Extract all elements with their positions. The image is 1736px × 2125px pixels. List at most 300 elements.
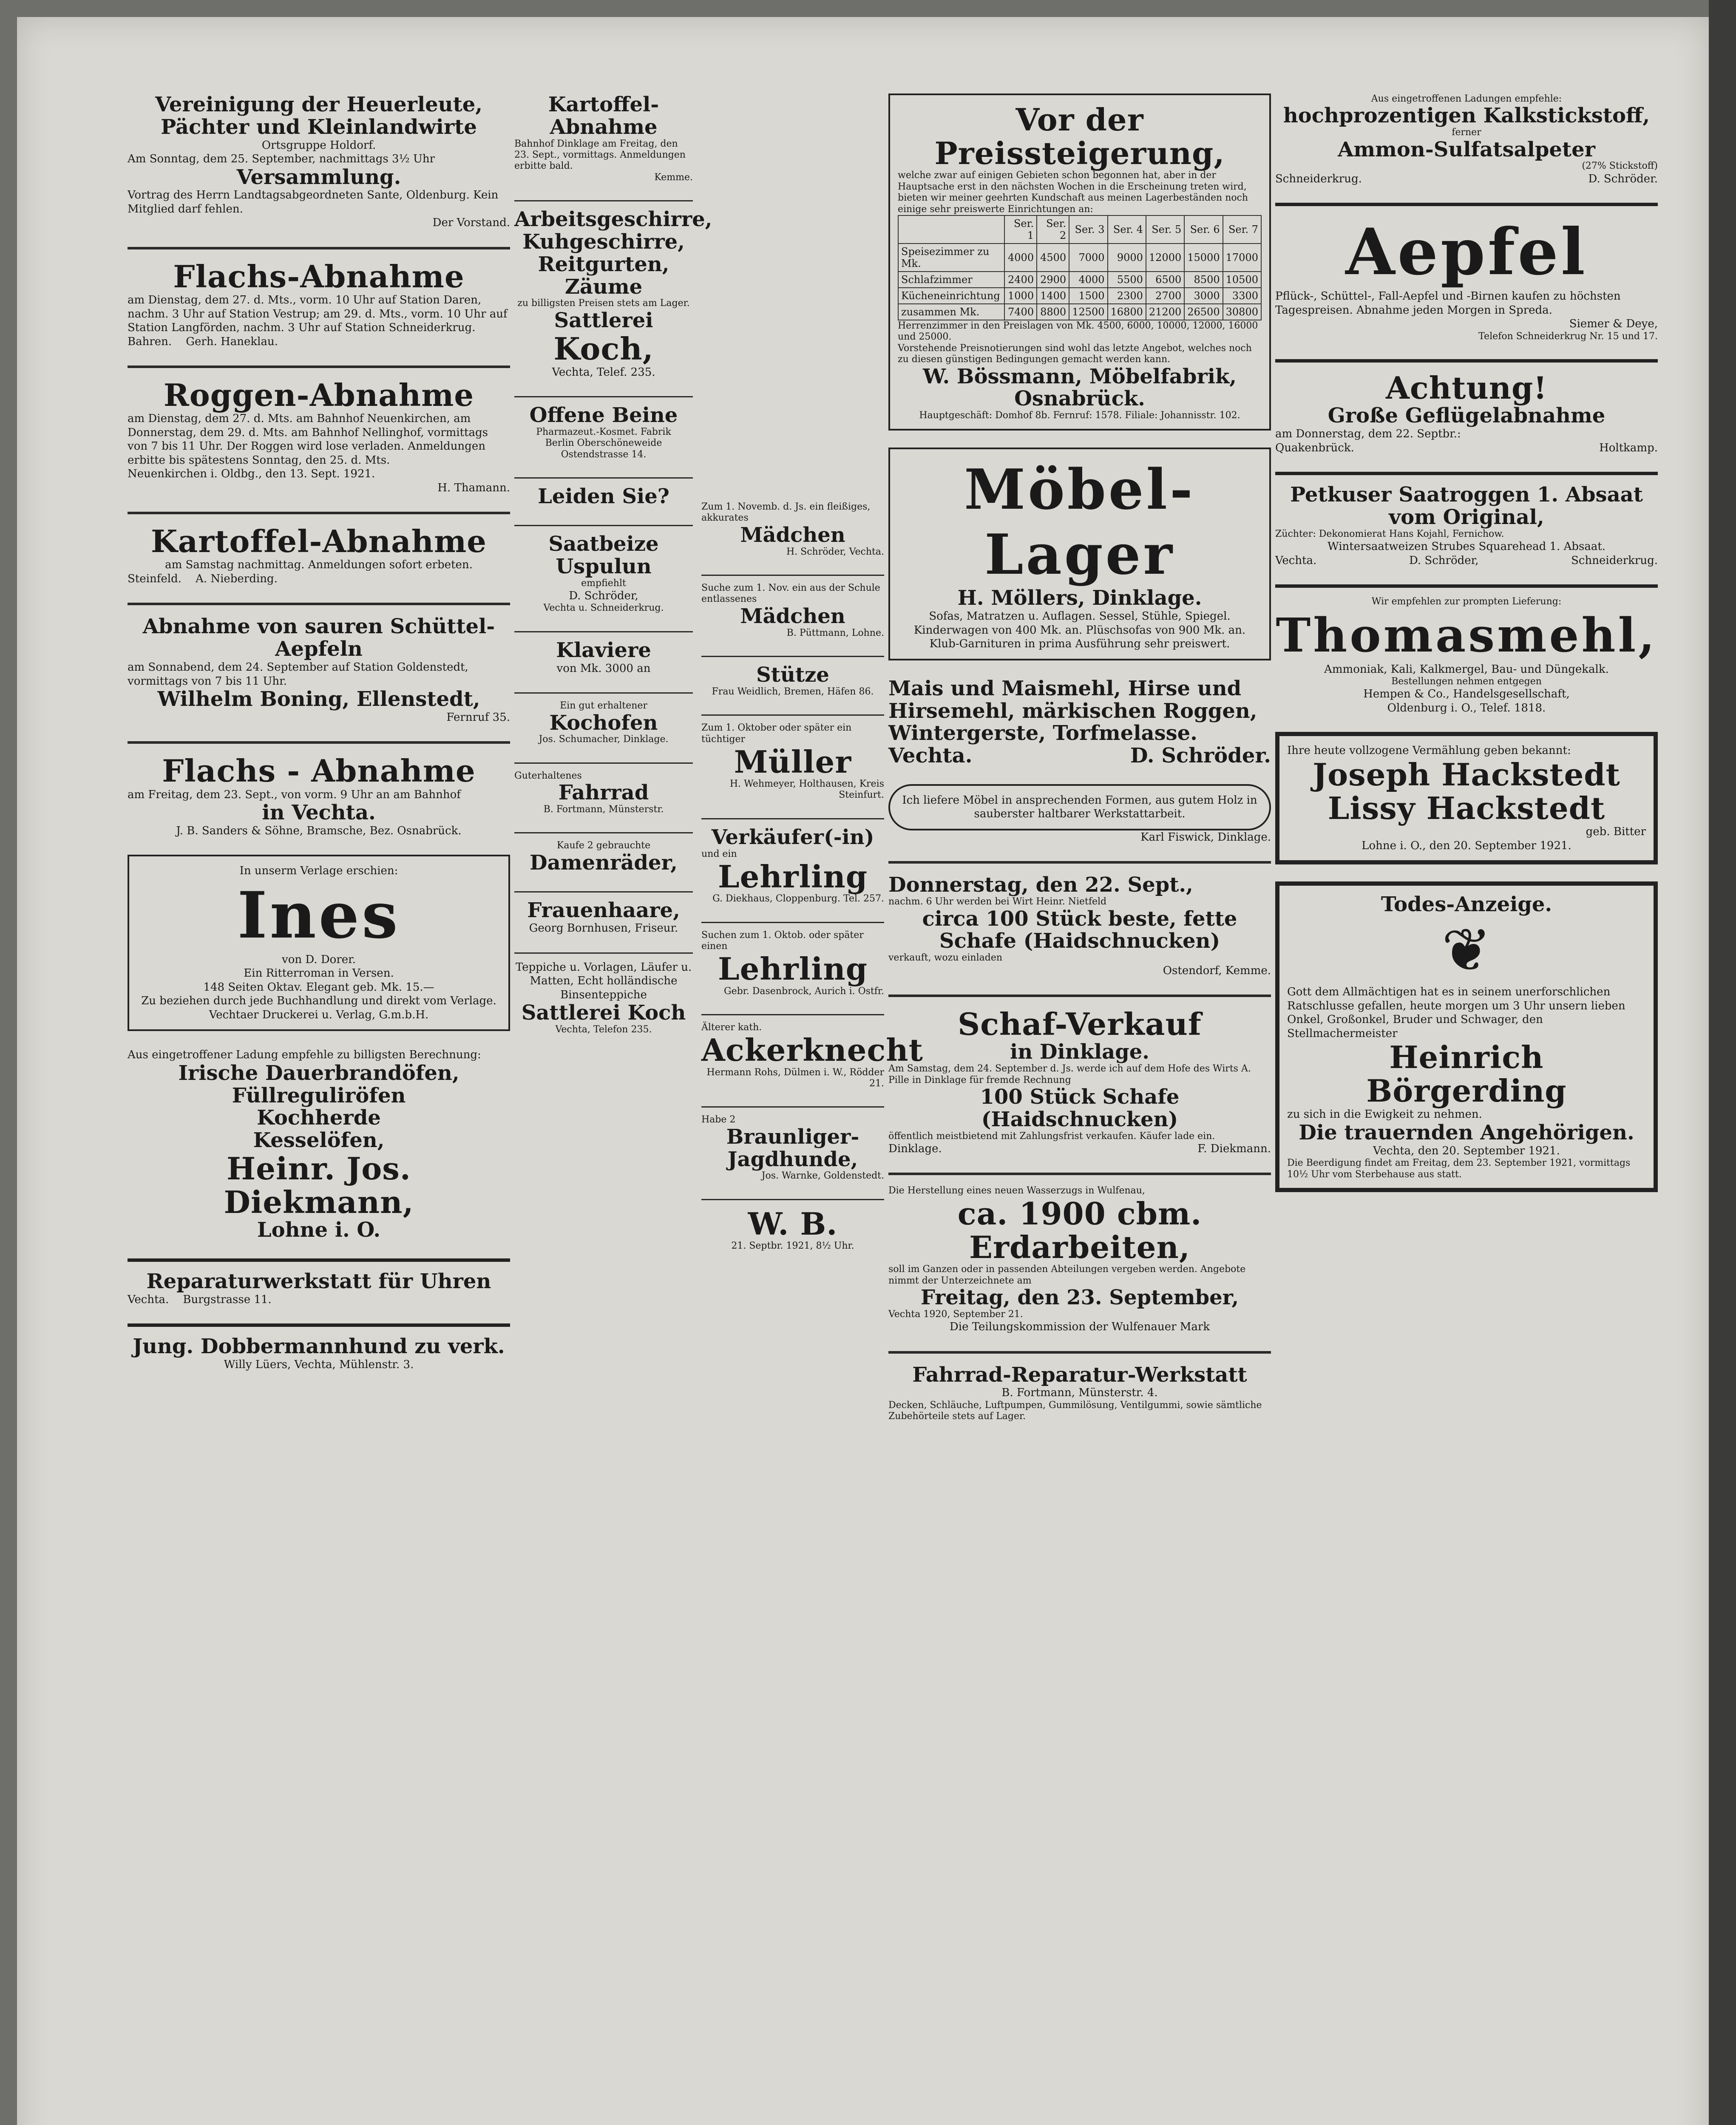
ad-date: Freitag, den 23. September, bbox=[920, 1285, 1239, 1309]
table-cell: 1500 bbox=[1069, 288, 1107, 304]
ad-intro: Wir empfehlen zur prompten Lieferung: bbox=[1371, 596, 1562, 607]
table-cell: 2700 bbox=[1146, 288, 1184, 304]
ad-sign-left: Dinklage. bbox=[888, 1142, 942, 1155]
ad-vermaehlung bbox=[1275, 732, 1658, 864]
ad-headline: Petkuser Saatroggen 1. Absaat vom Original, bbox=[1290, 483, 1643, 529]
ad-sign: Siemer & Deye, bbox=[1569, 317, 1658, 331]
ad-maedchen-1 bbox=[701, 502, 884, 558]
column-2 bbox=[514, 93, 712, 1052]
ad-publisher: Vechtaer Druckerei u. Verlag, G.m.b.H. bbox=[209, 1008, 429, 1021]
ad-headline: Reparaturwerkstatt für Uhren bbox=[146, 1269, 491, 1294]
ad-oefen bbox=[128, 1048, 510, 1241]
ad-place: Vechta, den 20. September 1921. bbox=[1373, 1144, 1560, 1157]
ad-flachs-vechta bbox=[128, 754, 510, 838]
ad-headline-2: Wintersaatweizen Strubes Squarehead 1. Absaat. bbox=[1327, 540, 1606, 553]
ad-schafe-2 bbox=[888, 1007, 1271, 1156]
ad-place: Lohne i. O. bbox=[257, 1218, 381, 1242]
table-cell: Kücheneinrichtung bbox=[898, 288, 1004, 304]
ad-sign-row bbox=[888, 745, 1271, 767]
ad-sign-left: Steinfeld. bbox=[128, 572, 182, 585]
ad-place: in Dinklage. bbox=[1010, 1040, 1149, 1064]
ad-tail: öffentlich meistbietend mit Zahlungsfrist verkaufen. Käufer lade ein. bbox=[888, 1130, 1215, 1142]
ad-sign: Der Vorstand. bbox=[432, 216, 510, 230]
ad-offene-beine bbox=[514, 404, 693, 460]
ad-intro: Suchen zum 1. Oktob. oder später einen bbox=[701, 929, 864, 952]
table-cell: zusammen Mk. bbox=[898, 304, 1004, 320]
ad-sign-row bbox=[1275, 172, 1658, 186]
ad-body: welche zwar auf einigen Gebieten schon begonnen hat, aber in der Hauptsache erst in den nächsten Wochen in die Erscheinung treten wird, bieten wir meiner geehrten Kundschaft aus meinen Lagerbeständen noch einige sehr preiswerte Einrichtungen an: bbox=[898, 170, 1248, 215]
ad-kartoffel bbox=[128, 524, 510, 586]
ad-body: am Samstag nachmittag. Anmeldungen sofort erbeten. bbox=[165, 558, 473, 572]
table-cell: 30800 bbox=[1223, 304, 1261, 320]
column-1 bbox=[128, 94, 510, 1389]
ad-place: Vechta, Telefon 235. bbox=[555, 1024, 652, 1035]
divider bbox=[1275, 359, 1658, 363]
ad-place: Vechta, Telef. 235. bbox=[552, 366, 655, 379]
divider bbox=[128, 247, 510, 249]
table-cell: 4500 bbox=[1037, 244, 1069, 272]
ad-headline: Flachs-Abnahme bbox=[173, 258, 465, 295]
divider bbox=[514, 631, 693, 632]
ad-headline: Mädchen bbox=[740, 604, 845, 628]
ad-sign-right: Burgstrasse 11. bbox=[183, 1293, 272, 1306]
ad-headline: Mais und Maismehl, Hirse und Hirsemehl, märkischen Roggen, Wintergerste, Torfmelasse. bbox=[888, 676, 1257, 745]
divider bbox=[514, 396, 693, 397]
divider bbox=[514, 525, 693, 526]
ad-sign: Sattlerei Koch bbox=[521, 1001, 686, 1025]
divider bbox=[888, 1351, 1271, 1354]
ad-headline: Saatbeize Uspulun bbox=[548, 532, 659, 578]
ad-place: Vechta 1920, September 21. bbox=[888, 1309, 1023, 1320]
table-cell: 16800 bbox=[1108, 304, 1146, 320]
table-cell: Schlafzimmer bbox=[898, 272, 1004, 288]
ad-body: am Freitag, dem 23. Sept., von vorm. 9 Uhr an am Bahnhof bbox=[128, 788, 461, 801]
ad-mueller bbox=[701, 722, 884, 801]
ad-sign-mid: D. Schröder, bbox=[1409, 554, 1479, 567]
ad-kochofen bbox=[514, 700, 693, 745]
ad-place: Neuenkirchen i. Oldbg., den 13. Sept. 1921. bbox=[128, 468, 375, 481]
ad-headline: Todes-Anzeige. bbox=[1381, 892, 1552, 917]
ad-sign: Kemme. bbox=[654, 172, 693, 183]
ad-order: Zu beziehen durch jede Buchhandlung und direkt vom Verlage. bbox=[141, 994, 496, 1008]
ad-intro: Ein gut erhaltener bbox=[560, 700, 647, 711]
ad-erdarbeiten bbox=[888, 1185, 1271, 1334]
ad-firm: Sattlerei bbox=[554, 308, 653, 332]
ad-flachs bbox=[128, 260, 510, 348]
ad-saatroggen bbox=[1275, 484, 1658, 567]
ad-headline: Leiden Sie? bbox=[538, 484, 669, 509]
ad-sattlerei bbox=[514, 207, 712, 379]
ad-headline-2: Lehrling bbox=[718, 858, 868, 895]
ad-author: von D. Dorer. bbox=[282, 953, 356, 966]
divider bbox=[128, 741, 510, 744]
ad-body: empfiehlt bbox=[581, 578, 626, 589]
ad-sign-right: D. Schröder. bbox=[1588, 172, 1658, 185]
ad-fiswick bbox=[888, 784, 1271, 844]
ad-frauenhaare bbox=[514, 899, 693, 935]
ad-sign: Jos. Warnke, Goldenstedt. bbox=[761, 1170, 884, 1182]
ad-headline: Donnerstag, den 22. Sept., bbox=[888, 873, 1193, 897]
ad-fahrrad-werkstatt bbox=[888, 1364, 1271, 1422]
table-cell: 2900 bbox=[1037, 272, 1069, 288]
ad-headline: Teppiche u. Vorlagen, Läufer u. Matten, Echt holländische Binsenteppiche bbox=[515, 960, 692, 1001]
ad-sign-right: Holtkamp. bbox=[1599, 441, 1658, 454]
ad-name-2: Lissy Hackstedt bbox=[1328, 790, 1606, 827]
ad-headline: Vor der Preissteigerung, bbox=[934, 102, 1225, 172]
ad-mid: und ein bbox=[701, 848, 737, 859]
ad-intro: Suche zum 1. Nov. ein aus der Schule entlassenes bbox=[701, 582, 880, 605]
divider bbox=[888, 861, 1271, 864]
divider bbox=[514, 762, 693, 764]
ad-sign: D. Schröder, bbox=[569, 589, 638, 602]
divider bbox=[1275, 472, 1658, 475]
ad-orders: Bestellungen nehmen entgegen bbox=[1391, 676, 1542, 687]
divider bbox=[128, 1258, 510, 1262]
divider bbox=[128, 512, 510, 514]
table-cell: 21200 bbox=[1146, 304, 1184, 320]
divider bbox=[701, 1014, 884, 1015]
ad-headline: Irische Dauerbrandöfen, Füllreguliröfen bbox=[178, 1061, 460, 1108]
ad-place: in Vechta. bbox=[262, 801, 376, 825]
ad-kalkstickstoff bbox=[1275, 94, 1658, 186]
ad-sign: B. Fortmann, Münsterstr. bbox=[543, 804, 664, 815]
ad-headline: Roggen-Abnahme bbox=[163, 377, 474, 414]
table-header-cell: Ser. 5 bbox=[1146, 215, 1184, 244]
ad-sign: B. Püttmann, Lohne. bbox=[786, 627, 884, 638]
ad-headline: Müller bbox=[734, 743, 852, 780]
ad-headline: Lehrling bbox=[718, 951, 868, 987]
table-header-cell: Ser. 2 bbox=[1037, 215, 1069, 244]
price-table bbox=[898, 215, 1262, 320]
ad-sign: Georg Bornhusen, Friseur. bbox=[529, 922, 678, 935]
divider bbox=[514, 891, 693, 892]
ad-sign-left: Vechta. bbox=[128, 1293, 169, 1306]
ad-headline: hochprozentigen Kalkstickstoff, bbox=[1283, 104, 1650, 128]
divider bbox=[888, 994, 1271, 997]
ad-headline: Verkäufer(-in) bbox=[711, 825, 874, 849]
ad-date: am Donnerstag, dem 22. Septbr.: bbox=[1275, 428, 1461, 441]
table-header-cell: Ser. 7 bbox=[1223, 215, 1261, 244]
table-cell: 8500 bbox=[1184, 272, 1223, 288]
table-cell: 7400 bbox=[1004, 304, 1037, 320]
ad-title: Ines bbox=[237, 878, 400, 953]
table-row bbox=[898, 288, 1261, 304]
ad-tel: Telefon Schneiderkrug Nr. 15 und 17. bbox=[1478, 331, 1658, 342]
ad-headline: Stütze bbox=[756, 663, 829, 687]
ad-big: circa 100 Stück beste, fette Schafe (Haidschnucken) bbox=[922, 907, 1237, 953]
ad-place: Lohne i. O., den 20. September 1921. bbox=[1362, 839, 1571, 852]
divider bbox=[701, 818, 884, 819]
ad-subtitle: Ein Ritterroman in Versen. bbox=[244, 967, 394, 980]
ad-intro: Zum 1. Oktober oder später ein tüchtiger bbox=[701, 722, 852, 745]
ad-sign-right: A. Nieberding. bbox=[196, 572, 278, 585]
ad-body: am Sonnabend, dem 24. September auf Station Goldenstedt, vormittags von 7 bis 11 Uhr. bbox=[128, 661, 468, 688]
ad-headline: Fahrrad bbox=[558, 781, 649, 805]
table-cell: 26500 bbox=[1184, 304, 1223, 320]
ad-ackerknecht bbox=[701, 1022, 923, 1089]
ad-leiden bbox=[514, 485, 693, 508]
ad-body: Am Samstag, dem 24. September d. Js. werde ich auf dem Hofe des Wirts A. Pille in Dinklage für fremde Rechnung bbox=[888, 1063, 1251, 1085]
ad-headline-2: Kochherde bbox=[257, 1106, 381, 1130]
ad-sign-row bbox=[888, 1142, 1271, 1156]
ad-headline: Ackerknecht bbox=[701, 1032, 923, 1068]
ad-sign: Die trauernden Angehörigen. bbox=[1299, 1120, 1634, 1145]
ad-headline: Möbel-Lager bbox=[964, 457, 1195, 587]
ad-body: Pflück-, Schüttel-, Fall-Aepfel und -Birnen kaufen zu höchsten Tagespreisen. Abnahme jeden Morgen in Spreda. bbox=[1275, 290, 1621, 317]
ad-price: 148 Seiten Oktav. Elegant geb. Mk. 15.— bbox=[203, 980, 434, 994]
ad-sign: Die Teilungskommission der Wulfenauer Mark bbox=[949, 1320, 1210, 1334]
ad-sign-right: Gerh. Haneklau. bbox=[186, 335, 278, 348]
ad-headline: Schaf-Verkauf bbox=[958, 1006, 1202, 1043]
ad-note: (27% Stickstoff) bbox=[1582, 161, 1658, 172]
ad-wb bbox=[701, 1207, 884, 1252]
ad-intro: Älterer kath. bbox=[701, 1022, 762, 1033]
ad-headline: Kartoffel-Abnahme bbox=[548, 93, 659, 139]
ad-intro: Aus eingetroffenen Ladungen empfehle: bbox=[1371, 94, 1562, 104]
ad-todesanzeige bbox=[1275, 881, 1658, 1192]
ad-intro: Habe 2 bbox=[701, 1114, 736, 1125]
ad-headline: Jung. Dobbermannhund zu verk. bbox=[133, 1334, 505, 1359]
ad-fahrrad bbox=[514, 771, 693, 816]
ad-sign-row bbox=[1275, 554, 1658, 568]
ad-moebel-lager bbox=[888, 448, 1271, 660]
table-cell: 7000 bbox=[1069, 244, 1107, 272]
divider bbox=[128, 1323, 510, 1327]
ad-subhead: Ortsgruppe Holdorf. bbox=[261, 139, 376, 152]
ad-preissteigerung bbox=[888, 94, 1271, 431]
ad-headline-3: Kesselöfen, bbox=[253, 1128, 385, 1153]
table-cell: 12000 bbox=[1146, 244, 1184, 272]
table-cell: 17000 bbox=[1223, 244, 1261, 272]
ad-body: Gott dem Allmächtigen hat es in seinem unerforschlichen Ratschlusse gefallen, heute morgen um 3 Uhr unsern lieben Onkel, Großonkel, Bruder und Schwager, den Stellmachermeister bbox=[1287, 986, 1625, 1040]
table-header-row bbox=[898, 215, 1261, 244]
ad-note: Vorstehende Preisnotierungen sind wohl das letzte Angebot, welches noch zu diesen günstigen Bedingungen gemacht werden kann. bbox=[898, 343, 1252, 365]
divider bbox=[701, 656, 884, 657]
ad-funeral: Die Beerdigung findet am Freitag, dem 23. September 1921, vormittags 10½ Uhr vom Sterbehause aus statt. bbox=[1287, 1158, 1631, 1180]
divider bbox=[1275, 584, 1658, 588]
ad-sign: Hermann Rohs, Dülmen i. W., Rödder 21. bbox=[706, 1067, 884, 1089]
ad-subhead: Ammoniak, Kali, Kalkmergel, Bau- und Düngekalk. bbox=[1324, 663, 1609, 676]
ad-firm: H. Möllers, Dinklage. bbox=[957, 586, 1202, 610]
ad-body: nachm. 6 Uhr werden bei Wirt Heinr. Nietfeld bbox=[888, 896, 1107, 907]
ad-phone: Fernruf 35. bbox=[446, 711, 510, 724]
ad-sign: Gebr. Dasenbrock, Aurich i. Ostfr. bbox=[724, 986, 884, 997]
page-edge bbox=[1709, 0, 1736, 2125]
table-row bbox=[898, 272, 1261, 288]
ad-extra: Herrenzimmer in den Preislagen von Mk. 4500, 6000, 10000, 12000, 16000 und 25000. bbox=[898, 320, 1258, 343]
table-cell: 10500 bbox=[1223, 272, 1261, 288]
ad-name: Heinrich Börgerding bbox=[1366, 1039, 1567, 1109]
ad-headline: Thomasmehl, bbox=[1276, 607, 1657, 663]
ad-sign-left: Quakenbrück. bbox=[1275, 441, 1354, 454]
ad-maedchen-2 bbox=[701, 583, 884, 639]
ad-intro: Kaufe 2 gebrauchte bbox=[556, 840, 651, 851]
ad-headline: W. B. bbox=[748, 1205, 838, 1242]
ad-intro: Die Herstellung eines neuen Wasserzugs in Wulfenau, bbox=[888, 1185, 1145, 1196]
ad-end: zu sich in die Ewigkeit zu nehmen. bbox=[1287, 1108, 1482, 1121]
ad-name-1: Joseph Hackstedt bbox=[1313, 756, 1620, 793]
ad-hund bbox=[128, 1335, 510, 1371]
ad-headline: Aepfel bbox=[1345, 215, 1588, 290]
ad-place: Vechta u. Schneiderkrug. bbox=[543, 603, 664, 614]
table-cell: 6500 bbox=[1146, 272, 1184, 288]
ad-name: Koch, bbox=[553, 330, 654, 367]
ad-firm: Hempen & Co., Handelsgesellschaft, bbox=[1363, 688, 1570, 701]
ad-sign: J. B. Sanders & Söhne, Bramsche, Bez. Osnabrück. bbox=[176, 824, 462, 837]
ad-subhead: Große Geflügelabnahme bbox=[1328, 404, 1606, 428]
ad-aepfel bbox=[1275, 215, 1658, 342]
ad-sign-left: Bahren. bbox=[128, 335, 172, 348]
ad-headline: Frauenhaare, bbox=[527, 898, 680, 922]
ad-sign-row bbox=[128, 1293, 510, 1307]
table-cell: 4000 bbox=[1069, 272, 1107, 288]
ad-firm: Pharmazeut.-Kosmet. Fabrik bbox=[536, 427, 671, 438]
ad-jagdhunde bbox=[701, 1114, 884, 1182]
divider bbox=[514, 477, 693, 479]
ad-body: zu billigsten Preisen stets am Lager. bbox=[517, 298, 690, 309]
divider bbox=[701, 575, 884, 576]
divider bbox=[128, 366, 510, 368]
divider bbox=[701, 1199, 884, 1200]
ad-verkaeufer bbox=[701, 826, 884, 905]
ad-headline: Kartoffel-Abnahme bbox=[151, 523, 487, 560]
ad-addr: Berlin Oberschöneweide Ostendstrasse 14. bbox=[545, 438, 662, 460]
table-header-cell: Ser. 6 bbox=[1184, 215, 1223, 244]
table-header-cell: Ser. 1 bbox=[1004, 215, 1037, 244]
ad-body: Ich liefere Möbel in ansprechenden Formen, aus gutem Holz in sauberster haltbarer Werkstattarbeit. bbox=[888, 784, 1271, 830]
ad-body: am Dienstag, dem 27. d. Mts., vorm. 10 Uhr auf Station Daren, nachm. 3 Uhr auf Station Vestrup; am 29. d. Mts., vorm. 10 Uhr auf Station Langförden, nachm. 3 Uhr auf Station Schneiderkrug. bbox=[128, 294, 508, 334]
ad-intro: Guterhaltenes bbox=[514, 770, 582, 781]
ad-teppiche bbox=[514, 960, 693, 1036]
ad-body: soll im Ganzen oder in passenden Abteilungen vergeben werden. Angebote nimmt der Unterzeichnete am bbox=[888, 1264, 1246, 1286]
ad-sign-right: Schneiderkrug. bbox=[1571, 554, 1658, 567]
table-cell: 12500 bbox=[1069, 304, 1107, 320]
table-header-cell: Ser. 3 bbox=[1069, 215, 1107, 244]
divider bbox=[888, 1173, 1271, 1175]
ad-headline: Fahrrad-Reparatur-Werkstatt bbox=[912, 1363, 1247, 1387]
ad-price: von Mk. 3000 an bbox=[556, 662, 651, 675]
ad-place: Oldenburg i. O., Telef. 1818. bbox=[1387, 701, 1546, 714]
ad-addr: Hauptgeschäft: Domhof 8b. Fernruf: 1578. Filiale: Johannisstr. 102. bbox=[919, 410, 1240, 421]
ad-body: Vortrag des Herrn Landtagsabgeordneten Sante, Oldenburg. Kein Mitglied darf fehlen. bbox=[128, 189, 499, 215]
table-cell: 3000 bbox=[1184, 288, 1223, 304]
divider bbox=[514, 952, 693, 954]
ad-headline: Arbeitsgeschirre, Kuhgeschirre, Reitgurten, Zäume bbox=[514, 207, 712, 299]
ad-sign-row bbox=[128, 335, 510, 349]
table-cell: 15000 bbox=[1184, 244, 1223, 272]
ad-gefluegel bbox=[1275, 371, 1658, 455]
divider bbox=[514, 200, 693, 201]
column-4 bbox=[888, 94, 1271, 1439]
ad-ines-book bbox=[128, 855, 510, 1031]
ad-body: am Dienstag, dem 27. d. Mts. am Bahnhof Neuenkirchen, am Donnerstag, dem 29. d. Mts. am Bahnhof Nellinghof, vormittags von 7 bis 11 Uhr. Der Roggen wird lose verladen. Anmeldungen erbitte bis spätestens Sonntag, den 25. d. Mts. bbox=[128, 412, 488, 467]
divider bbox=[701, 1106, 884, 1108]
divider bbox=[514, 832, 693, 833]
ad-headline: Flachs - Abnahme bbox=[162, 753, 476, 789]
ad-headline: Mädchen bbox=[740, 523, 845, 547]
ad-body: Bahnhof Dinklage am Freitag, den 23. Sept., vormittags. Anmeldungen erbitte bald. bbox=[514, 138, 686, 172]
ad-name-3: geb. Bitter bbox=[1586, 825, 1646, 839]
ad-intro: In unserm Verlage erschien: bbox=[239, 864, 398, 878]
ad-headline-2: Ammon-Sulfatsalpeter bbox=[1338, 137, 1595, 162]
ad-schafe-1 bbox=[888, 874, 1271, 978]
ad-saatbeize bbox=[514, 533, 693, 614]
ad-title: Versammlung. bbox=[236, 165, 401, 189]
table-cell: 3300 bbox=[1223, 288, 1261, 304]
ad-sign-left: Schneiderkrug. bbox=[1275, 172, 1362, 185]
table-header-cell bbox=[898, 215, 1004, 244]
divider bbox=[128, 603, 510, 605]
ad-headline: Offene Beine bbox=[529, 403, 678, 428]
ad-sign: Jos. Schumacher, Dinklage. bbox=[539, 734, 669, 745]
ad-lehrling bbox=[701, 930, 884, 997]
table-header-cell: Ser. 4 bbox=[1108, 215, 1146, 244]
ad-sign: Wilhelm Boning, Ellenstedt, bbox=[157, 687, 480, 711]
divider bbox=[701, 714, 884, 716]
ad-sign: G. Diekhaus, Cloppenburg. Tel. 257. bbox=[712, 893, 884, 904]
ad-headline: Braunliger-Jagdhunde, bbox=[726, 1125, 859, 1171]
ad-sign-row bbox=[1275, 441, 1658, 455]
ad-damenraeder bbox=[514, 840, 693, 874]
ad-stuetze bbox=[701, 664, 884, 697]
ad-sign-right: F. Diekmann. bbox=[1197, 1142, 1271, 1155]
ad-sign: H. Thamann. bbox=[437, 481, 510, 494]
column-5 bbox=[1275, 94, 1658, 1209]
ad-headline: Klaviere bbox=[556, 638, 651, 662]
ad-firm: W. Bössmann, Möbelfabrik, Osnabrück. bbox=[923, 364, 1237, 411]
ad-sign: Heinr. Jos. Diekmann, bbox=[224, 1150, 414, 1221]
table-cell: 2400 bbox=[1004, 272, 1037, 288]
table-cell: 1000 bbox=[1004, 288, 1037, 304]
ad-headline: Damenräder, bbox=[530, 850, 678, 875]
table-cell: 1400 bbox=[1037, 288, 1069, 304]
ad-body: 21. Septbr. 1921, 8½ Uhr. bbox=[731, 1240, 854, 1251]
ad-sign: Karl Fiswick, Dinklage. bbox=[1140, 830, 1271, 844]
ad-tail: verkauft, wozu einladen bbox=[888, 952, 1003, 963]
ad-intro: Aus eingetroffener Ladung empfehle zu billigsten Berechnung: bbox=[128, 1048, 481, 1062]
ad-roggen bbox=[128, 378, 510, 495]
table-cell: 5500 bbox=[1108, 272, 1146, 288]
table-cell: 4000 bbox=[1004, 244, 1037, 272]
table-cell: Speisezimmer zu Mk. bbox=[898, 244, 1004, 272]
ad-sign-right: D. Schröder. bbox=[1130, 744, 1271, 768]
ad-sign: Ostendorf, Kemme. bbox=[1163, 964, 1271, 977]
ad-heuerleute bbox=[128, 94, 510, 230]
ad-sign: B. Fortmann, Münsterstr. 4. bbox=[1001, 1386, 1158, 1400]
ad-headline: ca. 1900 cbm. Erdarbeiten, bbox=[957, 1195, 1202, 1265]
divider bbox=[514, 692, 693, 694]
divider bbox=[1275, 203, 1658, 206]
ad-body: Sofas, Matratzen u. Auflagen. Sessel, Stühle, Spiegel. Kinderwagen von 400 Mk. an. Plüschsofas von 900 Mk. an. Klub-Garnituren in prima Ausführung sehr preiswert. bbox=[913, 610, 1246, 651]
ad-sign: H. Wehmeyer, Holthausen, Kreis Steinfurt. bbox=[729, 779, 884, 801]
ad-intro: Ihre heute vollzogene Vermählung geben bekannt: bbox=[1287, 744, 1571, 757]
ad-sign: Frau Weidlich, Bremen, Häfen 86. bbox=[712, 686, 874, 697]
ad-headline: Achtung! bbox=[1386, 370, 1547, 406]
ad-headline: Kochofen bbox=[549, 711, 658, 735]
table-cell: 2300 bbox=[1108, 288, 1146, 304]
table-row bbox=[898, 244, 1261, 272]
ad-mais bbox=[888, 677, 1271, 767]
ad-aepfel bbox=[128, 615, 510, 724]
ad-mid: ferner bbox=[1452, 127, 1481, 138]
ad-big: 100 Stück Schafe (Haidschnucken) bbox=[980, 1085, 1180, 1131]
ad-line: Züchter: Dekonomierat Hans Kojahl, Fernichow. bbox=[1275, 528, 1504, 539]
ad-headline: Vereinigung der Heuerleute, Pächter und Kleinlandwirte bbox=[155, 93, 482, 139]
ad-kartoffel-dinklage bbox=[514, 94, 693, 183]
ad-emblem-icon: ❦ bbox=[1441, 916, 1492, 986]
ad-headline: Abnahme von sauren Schüttel-Aepfeln bbox=[142, 615, 495, 661]
table-cell: 9000 bbox=[1108, 244, 1146, 272]
